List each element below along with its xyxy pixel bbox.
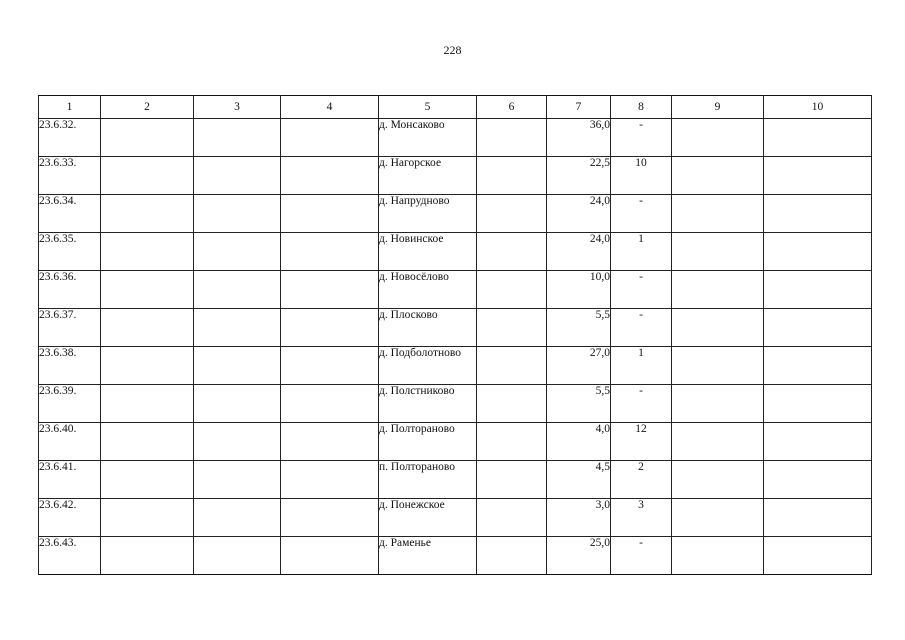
cell-col-3: [194, 499, 281, 537]
cell-col-2: [101, 195, 194, 233]
cell-col-6: [477, 461, 547, 499]
cell-col-2: [101, 271, 194, 309]
cell-col-3: [194, 233, 281, 271]
cell-col-9: [672, 347, 764, 385]
cell-col-7: 3,0: [547, 499, 611, 537]
cell-number: 23.6.40.: [39, 423, 101, 461]
cell-number: 23.6.37.: [39, 309, 101, 347]
cell-locality: д. Плосково: [379, 309, 477, 347]
column-header-4: 4: [281, 96, 379, 119]
cell-col-7: 4,5: [547, 461, 611, 499]
cell-col-3: [194, 537, 281, 575]
cell-col-8: 1: [611, 347, 672, 385]
cell-col-6: [477, 233, 547, 271]
table-body: [39, 119, 872, 575]
cell-col-10: [764, 157, 872, 195]
cell-col-3: [194, 309, 281, 347]
cell-locality: д. Напрудново: [379, 195, 477, 233]
column-header-6: 6: [477, 96, 547, 119]
cell-col-6: [477, 537, 547, 575]
cell-col-2: [101, 157, 194, 195]
cell-col-10: [764, 233, 872, 271]
table-row: [39, 195, 872, 233]
table-row: [39, 347, 872, 385]
cell-col-9: [672, 461, 764, 499]
cell-col-2: [101, 385, 194, 423]
data-table: [38, 95, 872, 575]
cell-col-8: 2: [611, 461, 672, 499]
column-header-5: 5: [379, 96, 477, 119]
cell-col-2: [101, 461, 194, 499]
cell-col-6: [477, 347, 547, 385]
cell-col-10: [764, 385, 872, 423]
cell-col-9: [672, 271, 764, 309]
cell-col-9: [672, 423, 764, 461]
cell-col-3: [194, 119, 281, 157]
column-header-2: 2: [101, 96, 194, 119]
cell-col-3: [194, 461, 281, 499]
cell-locality: д. Раменье: [379, 537, 477, 575]
table-row: [39, 271, 872, 309]
cell-col-4: [281, 233, 379, 271]
cell-col-7: 5,5: [547, 385, 611, 423]
cell-number: 23.6.33.: [39, 157, 101, 195]
cell-col-9: [672, 157, 764, 195]
cell-col-2: [101, 499, 194, 537]
cell-locality: д. Подболотново: [379, 347, 477, 385]
cell-col-8: -: [611, 195, 672, 233]
cell-col-2: [101, 423, 194, 461]
cell-col-9: [672, 309, 764, 347]
cell-col-9: [672, 119, 764, 157]
cell-col-7: 4,0: [547, 423, 611, 461]
cell-col-9: [672, 233, 764, 271]
table-row: [39, 499, 872, 537]
table-row: [39, 461, 872, 499]
cell-col-4: [281, 119, 379, 157]
cell-col-10: [764, 537, 872, 575]
cell-col-4: [281, 271, 379, 309]
cell-locality: д. Новинское: [379, 233, 477, 271]
cell-col-9: [672, 499, 764, 537]
cell-locality: д. Нагорское: [379, 157, 477, 195]
cell-col-10: [764, 499, 872, 537]
cell-col-10: [764, 423, 872, 461]
cell-col-8: -: [611, 119, 672, 157]
cell-col-2: [101, 347, 194, 385]
cell-col-8: 3: [611, 499, 672, 537]
cell-col-4: [281, 385, 379, 423]
cell-locality: п. Полтораново: [379, 461, 477, 499]
cell-col-7: 24,0: [547, 195, 611, 233]
cell-col-8: -: [611, 385, 672, 423]
cell-col-4: [281, 195, 379, 233]
table-header: [39, 96, 872, 119]
cell-col-3: [194, 423, 281, 461]
table-row: [39, 309, 872, 347]
column-header-3: 3: [194, 96, 281, 119]
table-row: [39, 119, 872, 157]
cell-locality: д. Полтораново: [379, 423, 477, 461]
cell-col-8: -: [611, 537, 672, 575]
column-header-8: 8: [611, 96, 672, 119]
cell-col-6: [477, 195, 547, 233]
cell-col-8: -: [611, 309, 672, 347]
cell-col-7: 27,0: [547, 347, 611, 385]
cell-col-8: 1: [611, 233, 672, 271]
cell-col-4: [281, 499, 379, 537]
cell-number: 23.6.35.: [39, 233, 101, 271]
column-header-10: 10: [764, 96, 872, 119]
cell-col-4: [281, 423, 379, 461]
cell-locality: д. Полстниково: [379, 385, 477, 423]
cell-col-9: [672, 385, 764, 423]
table-row: [39, 537, 872, 575]
column-header-1: 1: [39, 96, 101, 119]
cell-col-7: 5,5: [547, 309, 611, 347]
cell-col-2: [101, 119, 194, 157]
cell-col-8: -: [611, 271, 672, 309]
cell-number: 23.6.34.: [39, 195, 101, 233]
column-header-9: 9: [672, 96, 764, 119]
cell-col-4: [281, 537, 379, 575]
table-row: [39, 233, 872, 271]
cell-col-3: [194, 195, 281, 233]
cell-col-6: [477, 309, 547, 347]
cell-number: 23.6.41.: [39, 461, 101, 499]
cell-col-7: 22,5: [547, 157, 611, 195]
cell-number: 23.6.42.: [39, 499, 101, 537]
cell-number: 23.6.39.: [39, 385, 101, 423]
cell-col-6: [477, 157, 547, 195]
cell-col-9: [672, 537, 764, 575]
cell-col-10: [764, 271, 872, 309]
cell-col-10: [764, 347, 872, 385]
table-row: [39, 157, 872, 195]
cell-col-6: [477, 385, 547, 423]
cell-col-3: [194, 385, 281, 423]
cell-col-7: 36,0: [547, 119, 611, 157]
table-row: [39, 423, 872, 461]
cell-col-10: [764, 119, 872, 157]
cell-col-4: [281, 157, 379, 195]
cell-col-8: 12: [611, 423, 672, 461]
cell-col-10: [764, 309, 872, 347]
cell-number: 23.6.43.: [39, 537, 101, 575]
table-row: [39, 385, 872, 423]
cell-col-3: [194, 271, 281, 309]
cell-col-6: [477, 119, 547, 157]
cell-col-7: 10,0: [547, 271, 611, 309]
cell-col-6: [477, 271, 547, 309]
cell-locality: д. Новосёлово: [379, 271, 477, 309]
cell-col-3: [194, 157, 281, 195]
cell-col-4: [281, 347, 379, 385]
cell-number: 23.6.36.: [39, 271, 101, 309]
cell-col-4: [281, 309, 379, 347]
cell-col-10: [764, 195, 872, 233]
header-row: [39, 96, 872, 119]
cell-number: 23.6.38.: [39, 347, 101, 385]
column-header-7: 7: [547, 96, 611, 119]
cell-col-8: 10: [611, 157, 672, 195]
cell-col-9: [672, 195, 764, 233]
cell-col-6: [477, 499, 547, 537]
cell-col-2: [101, 309, 194, 347]
page-number: 228: [443, 43, 462, 57]
cell-col-3: [194, 347, 281, 385]
cell-col-7: 24,0: [547, 233, 611, 271]
cell-locality: д. Монсаково: [379, 119, 477, 157]
cell-col-4: [281, 461, 379, 499]
cell-col-10: [764, 461, 872, 499]
cell-col-7: 25,0: [547, 537, 611, 575]
cell-col-2: [101, 537, 194, 575]
cell-col-6: [477, 423, 547, 461]
cell-number: 23.6.32.: [39, 119, 101, 157]
cell-locality: д. Понежское: [379, 499, 477, 537]
cell-col-2: [101, 233, 194, 271]
